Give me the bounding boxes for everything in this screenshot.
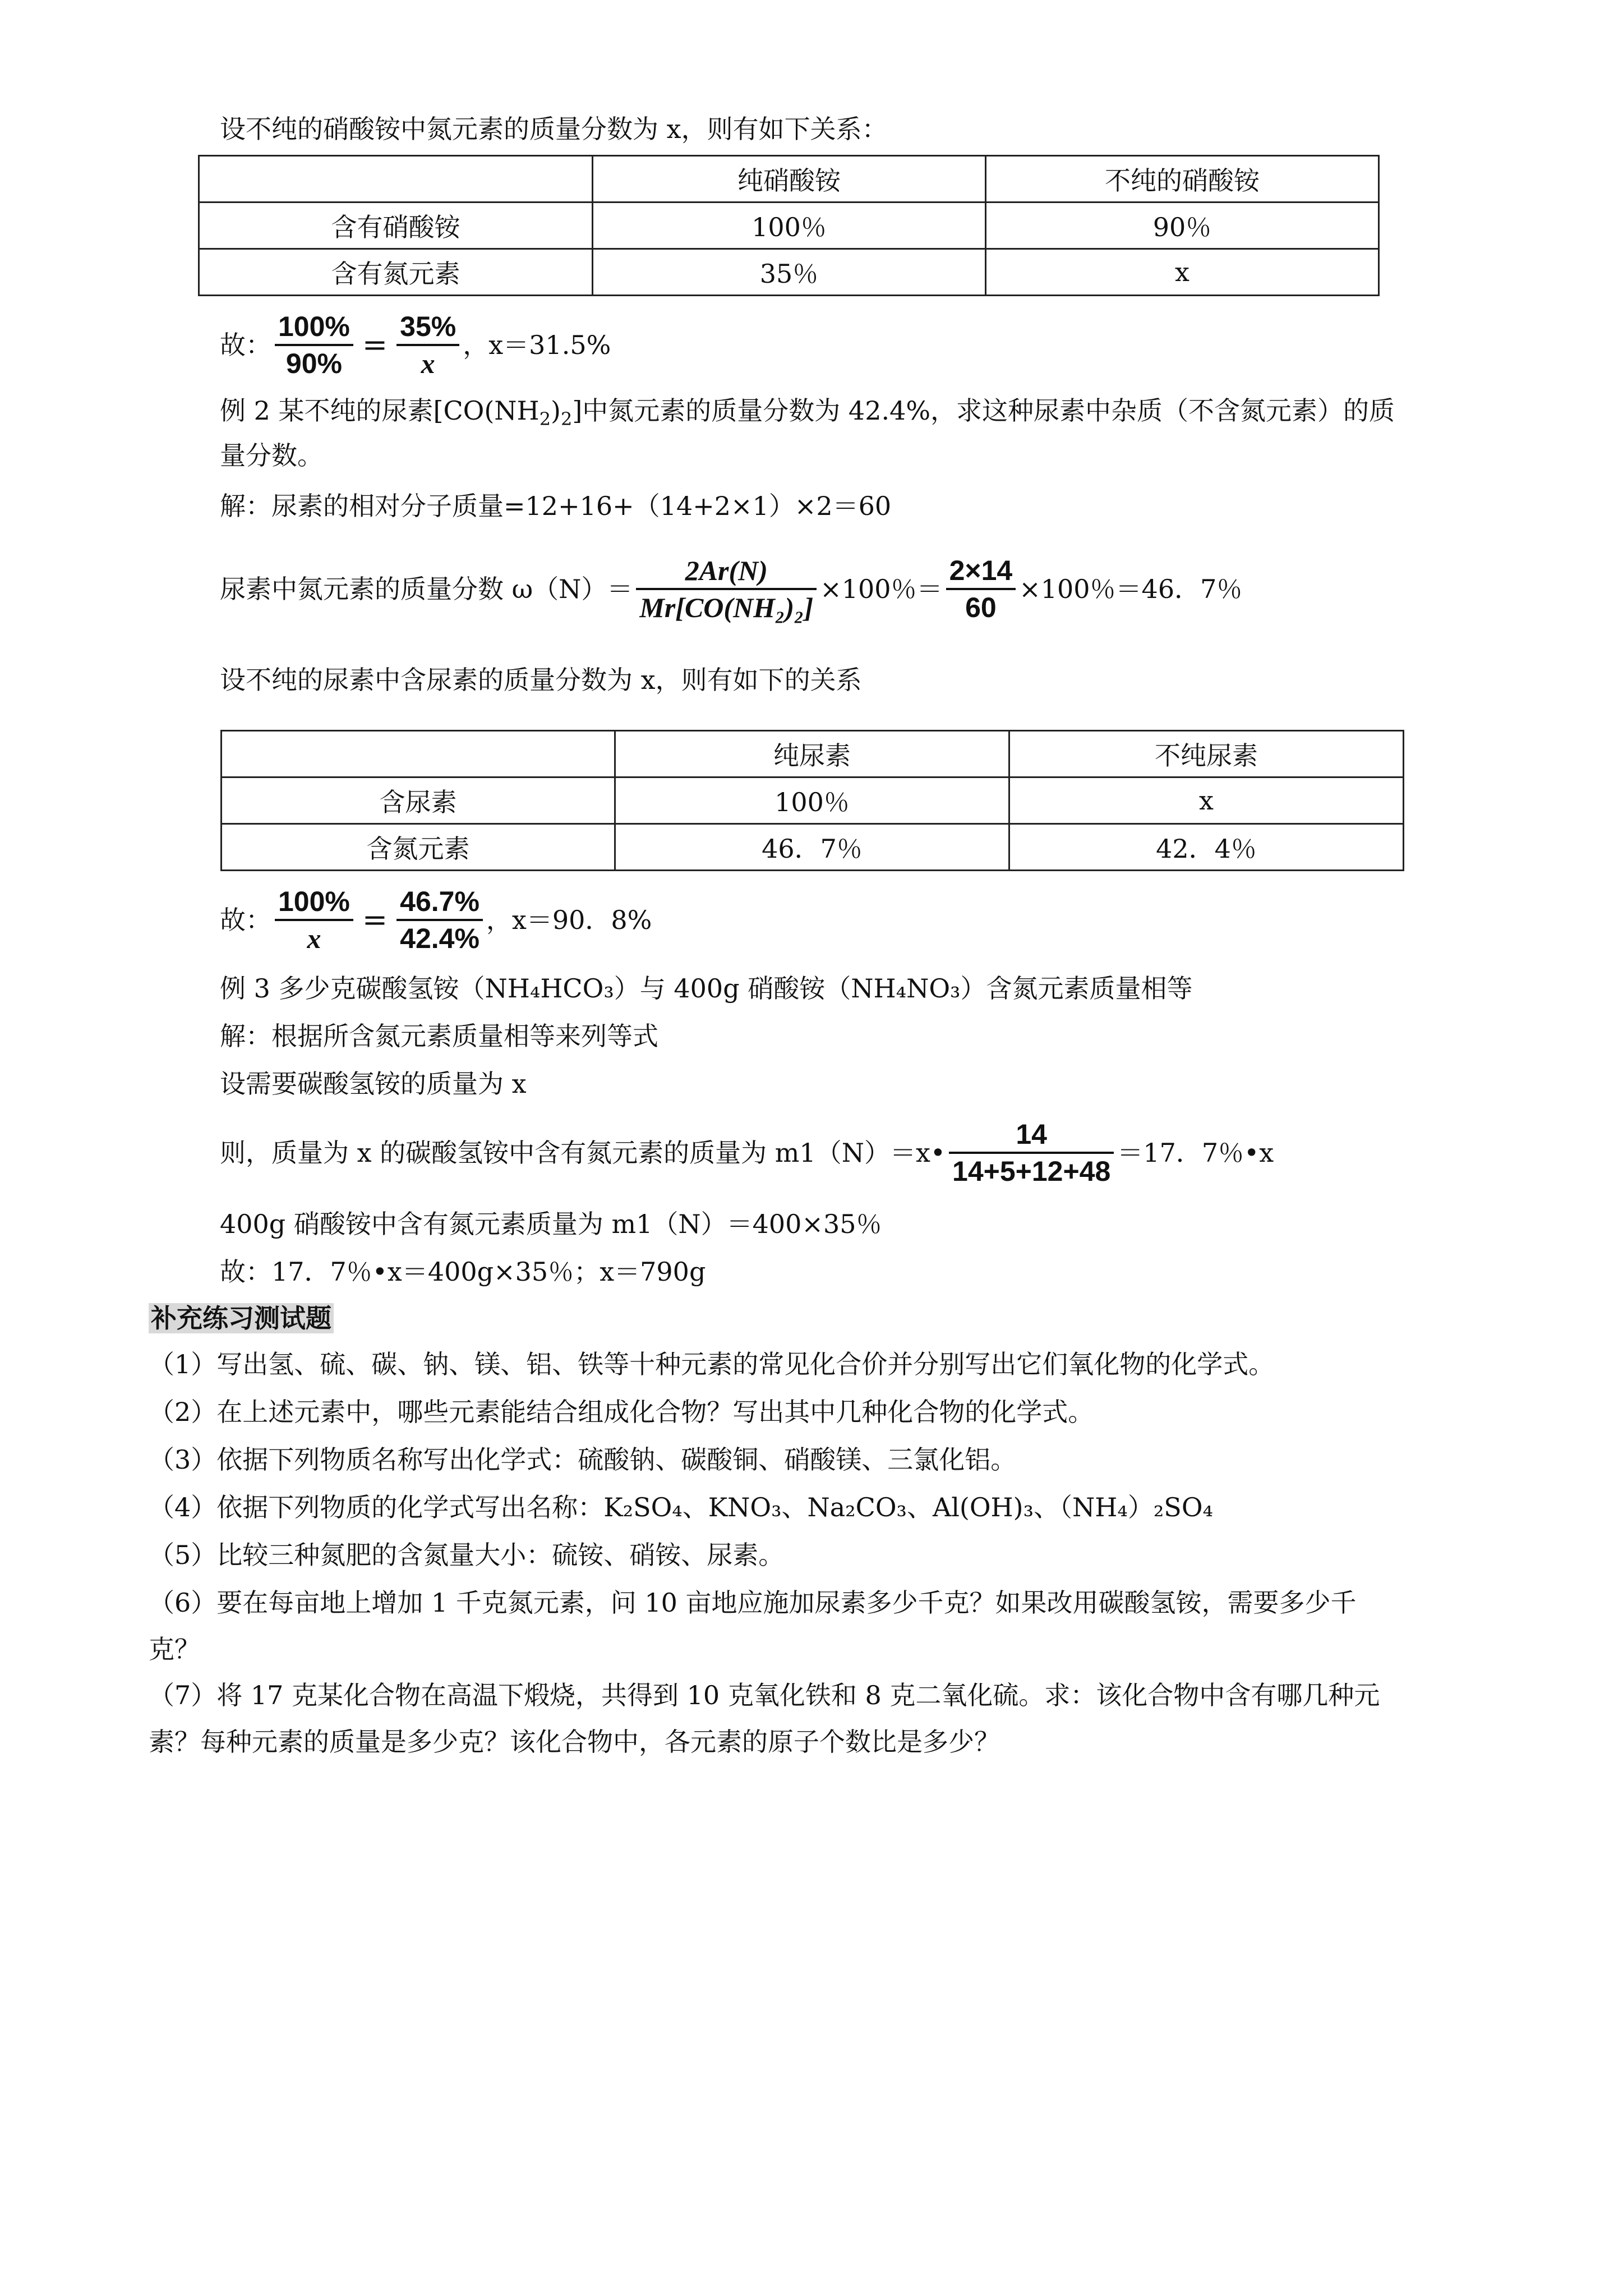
numerator: 2×14 [949,555,1013,586]
equals-sign: = [362,327,388,362]
table-cell: 90％ [986,203,1379,249]
table-cell: 100％ [615,777,1009,824]
ex2-solve: 解：尿素的相对分子质量=12+16+（14+2×1）×2＝60 [220,491,892,521]
denominator: Mr[CO(NH₂)₂] [639,592,814,623]
ex2-intro: 设不纯的尿素中含尿素的质量分数为 x，则有如下的关系 [220,665,862,695]
ex2-table [220,730,1404,871]
ex2-title-part: ]中氮元素的质量分数为 42.4%，求这种尿素中杂质（不含氮元素）的质 [572,395,1395,426]
practice-heading [149,1300,334,1336]
mass-label: 尿素中氮元素的质量分数 ω（N）＝ [220,574,633,604]
table-cell: 含有硝酸铵 [199,203,593,249]
so-label: 故： [220,330,271,360]
question-5: （5）比较三种氮肥的含氮量大小：硫铵、硝铵、尿素。 [149,1540,785,1570]
times-100: ×100％＝ [820,574,943,604]
question-4: （4）依据下列物质的化学式写出名称：K₂SO₄、KNO₃、Na₂CO₃、Al(OH)₃、（NH₄）₂SO₄ [149,1492,1213,1522]
denominator: 14+5+12+48 [952,1156,1111,1187]
ex3-conclusion: 故：17．7％•x＝400g×35％；x＝790g [220,1257,706,1287]
denominator: 42.4% [400,923,479,954]
table-cell: 46．7％ [615,824,1009,871]
table-cell: 纯硝酸铵 [593,156,986,203]
ex3-nh4no3: 400g 硝酸铵中含有氮元素质量为 m1（N）＝400×35％ [220,1209,882,1239]
question-2: （2）在上述元素中，哪些元素能结合组成化合物？写出其中几种化合物的化学式。 [149,1397,1094,1427]
question-6-cont: 克？ [149,1634,200,1664]
ex2-mass-equation [220,544,1242,634]
table-row [222,731,1404,777]
mass-result: ×100％＝46．7％ [1019,574,1243,604]
denominator: x [421,348,435,379]
denominator: 60 [965,592,997,623]
table-cell [222,731,615,777]
table-row [199,156,1379,203]
table-row [222,777,1404,824]
table-cell: x [1009,777,1404,824]
ex3-solve: 解：根据所含氮元素质量相等来列等式 [220,1021,658,1051]
table-cell: 含氮元素 [222,824,615,871]
question-3: （3）依据下列物质名称写出化学式：硫酸钠、碳酸铜、硝酸镁、三氯化铝。 [149,1444,1017,1475]
result: ，x＝90．8% [486,905,652,935]
table-cell: 含有氮元素 [199,249,593,296]
question-7-cont: 素？每种元素的质量是多少克？该化合物中，各元素的原子个数比是多少？ [149,1727,1000,1757]
question-7: （7）将 17 克某化合物在高温下煅烧，共得到 10 克氧化铁和 8 克二氧化硫。求：该化合物中含有哪几种元 [149,1680,1380,1710]
table-cell: 不纯的硝酸铵 [986,156,1379,203]
so-label: 故： [220,905,271,935]
table-cell: 100％ [593,203,986,249]
table-cell [199,156,593,203]
ex2-title-cont: 量分数。 [220,440,323,471]
numerator: 2Ar(N) [685,555,768,586]
table-row [199,249,1379,296]
denominator: x [307,923,321,954]
table-row [199,203,1379,249]
ex1-equation [220,303,611,387]
table-row [222,824,1404,871]
subscript: 2 [539,408,551,430]
table-cell: 35％ [593,249,986,296]
fraction [275,309,353,381]
fraction [275,884,353,956]
question-1: （1）写出氢、硫、碳、钠、镁、铝、铁等十种元素的常见化合价并分别写出它们氧化物的化学式。 [149,1349,1275,1379]
table-cell: 42．4％ [1009,824,1404,871]
subscript: 2 [561,408,573,430]
ex2-title-part: ) [551,395,561,426]
table-cell: 不纯尿素 [1009,731,1404,777]
fraction [396,884,483,956]
ex3-title: 例 3 多少克碳酸氢铵（NH₄HCO₃）与 400g 硝酸铵（NH₄NO₃）含氮元素质量相等 [220,973,1193,1004]
ex2-title [220,393,1395,437]
ex1-table [198,155,1380,296]
numerator: 100% [278,886,350,917]
numerator: 14 [1016,1119,1047,1150]
then-label: 则，质量为 x 的碳酸氢铵中含有氮元素的质量为 m1（N）＝x• [220,1138,946,1168]
ex2-title-part: 例 2 某不纯的尿素[CO(NH [220,395,540,426]
numerator: 35% [400,311,457,342]
result: ，x＝31.5% [463,330,611,360]
ex1-intro: 设不纯的硝酸铵中氮元素的质量分数为 x，则有如下关系： [220,114,888,144]
denominator: 90% [285,348,342,379]
fraction [949,1117,1114,1189]
table-cell: 含尿素 [222,777,615,824]
table-cell: 纯尿素 [615,731,1009,777]
table-cell: x [986,249,1379,296]
numerator: 100% [278,311,350,342]
ex2-equation [220,878,652,962]
question-6: （6）要在每亩地上增加 1 千克氮元素，问 10 亩地应施加尿素多少千克？如果改用碳酸氢铵，需要多少千 [149,1588,1357,1618]
equals-sign: = [362,902,388,937]
then-result: ＝17．7％•x [1117,1138,1274,1168]
ex3-let: 设需要碳酸氢铵的质量为 x [220,1069,527,1099]
section-heading: 补充练习测试题 [149,1303,334,1333]
fraction [946,553,1016,625]
ex3-then-equation [220,1108,1274,1198]
fraction [396,309,459,381]
fraction [636,553,817,625]
numerator: 46.7% [400,886,479,917]
